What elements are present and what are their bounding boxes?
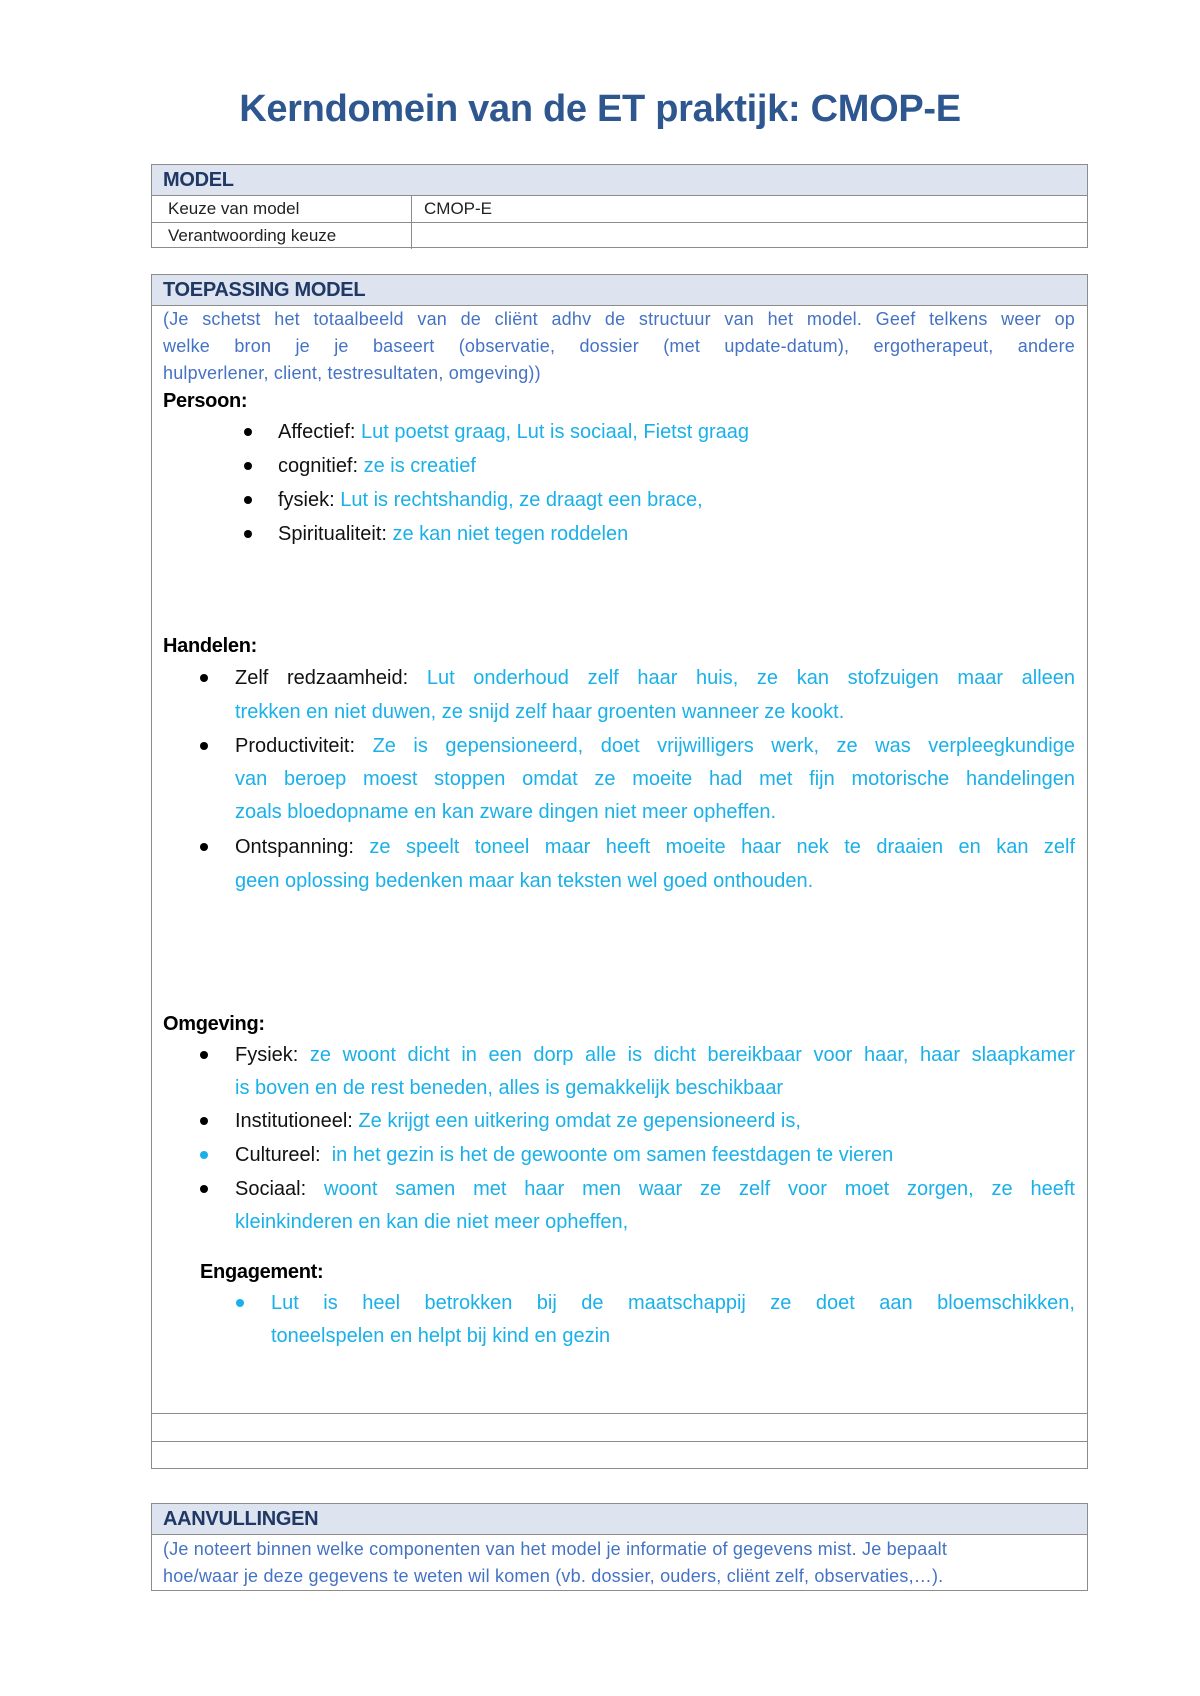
- instruction-line: hulpverlener, client, testresultaten, omgeving)): [163, 363, 541, 383]
- model-justification-value: [412, 223, 1087, 249]
- item-label: Spiritualiteit:: [278, 523, 387, 545]
- item-value: is boven en de rest beneden, alles is gemakkelijk beschikbaar: [235, 1077, 784, 1099]
- list-item: [278, 483, 703, 517]
- list-item: [278, 449, 476, 483]
- list-item: [235, 1172, 1075, 1206]
- list-item: [278, 517, 628, 551]
- instruction-line: hoe/waar je deze gegevens te weten wil komen (vb. dossier, ouders, cliënt zelf, observaties,…).: [163, 1566, 944, 1586]
- bullet-icon: [200, 1151, 208, 1159]
- bullet-icon: [236, 1299, 244, 1307]
- page-title: Kerndomein van de ET praktijk: CMOP-E: [239, 88, 961, 130]
- item-value: ze woont dicht in een dorp alle is dicht bereikbaar voor haar, haar slaapkamer: [309, 1044, 1075, 1066]
- item-value: kleinkinderen en kan die niet meer opheffen,: [235, 1211, 629, 1233]
- item-value: Lut onderhoud zelf haar huis, ze kan stofzuigen maar alleen: [426, 667, 1076, 689]
- item-value: Ze is gepensioneerd, doet vrijwilligers werk, ze was verpleegkundige: [372, 735, 1075, 757]
- item-label: Productiviteit:: [235, 735, 356, 757]
- list-item: [235, 1038, 1075, 1072]
- toepassing-table: [151, 274, 1088, 1469]
- toepassing-header: TOEPASSING MODEL: [152, 275, 1087, 306]
- instruction-line: (Je schetst het totaalbeeld van de cliënt adhv de structuur van het model. Geef telkens weer op: [163, 309, 1075, 329]
- list-item: [235, 1104, 801, 1138]
- list-item-continuation: [235, 1071, 783, 1105]
- aanvullingen-header: AANVULLINGEN: [152, 1504, 1087, 1535]
- bullet-icon: [200, 674, 208, 682]
- list-item: [235, 729, 1075, 763]
- instruction-line: welke bron je je baseert (observatie, dossier (met update-datum), ergotherapeut, andere: [163, 336, 1075, 356]
- model-justification-label: Verantwoording keuze: [152, 223, 412, 249]
- item-value: ze kan niet tegen roddelen: [386, 523, 629, 545]
- omgeving-heading: Omgeving:: [163, 1013, 265, 1035]
- item-value: zoals bloedopname en kan zware dingen niet meer opheffen.: [235, 801, 777, 823]
- item-label: Institutioneel:: [235, 1110, 353, 1132]
- item-value: ze speelt toneel maar heeft moeite haar nek te draaien en kan zelf: [369, 836, 1075, 858]
- list-item: [271, 1286, 1075, 1320]
- bullet-icon: [244, 462, 252, 470]
- item-value: ze is creatief: [358, 455, 476, 477]
- list-item: [235, 830, 1075, 864]
- item-value: Ze krijgt een uitkering omdat ze gepensioneerd is,: [358, 1110, 801, 1132]
- list-item-continuation: [235, 864, 813, 898]
- item-label: fysiek:: [278, 489, 335, 511]
- handelen-heading: Handelen:: [163, 635, 257, 657]
- item-label: Cultureel:: [235, 1144, 321, 1166]
- bullet-icon: [200, 1051, 208, 1059]
- model-header: MODEL: [152, 165, 1087, 196]
- item-label: Sociaal:: [235, 1178, 307, 1200]
- aanvullingen-table: [151, 1503, 1088, 1591]
- item-value: Lut is heel betrokken bij de maatschappij ze doet aan bloemschikken,: [271, 1292, 1075, 1314]
- bullet-icon: [200, 1185, 208, 1193]
- list-item-continuation: [235, 762, 1075, 796]
- item-value: Lut is rechtshandig, ze draagt een brace,: [334, 489, 703, 511]
- item-label: cognitief:: [278, 455, 359, 477]
- bullet-icon: [200, 1117, 208, 1125]
- model-choice-label: Keuze van model: [152, 196, 412, 222]
- item-value: toneelspelen en helpt bij kind en gezin: [271, 1325, 611, 1347]
- item-value: trekken en niet duwen, ze snijd zelf haar groenten wanneer ze kookt.: [235, 701, 845, 723]
- empty-row: [152, 1441, 1087, 1470]
- bullet-icon: [244, 428, 252, 436]
- item-label: Fysiek:: [235, 1044, 299, 1066]
- list-item: [235, 1138, 893, 1172]
- item-value: geen oplossing bedenken maar kan teksten wel goed onthouden.: [235, 870, 814, 892]
- table-row: [152, 223, 1087, 249]
- item-label: Affectief:: [278, 421, 356, 443]
- list-item-continuation: [235, 795, 776, 829]
- bullet-icon: [200, 742, 208, 750]
- item-label: Zelf redzaamheid:: [235, 667, 409, 689]
- engagement-heading: Engagement:: [200, 1261, 324, 1283]
- list-item: [235, 661, 1075, 695]
- list-item-continuation: [235, 1205, 628, 1239]
- item-label: Ontspanning:: [235, 836, 354, 858]
- empty-row: [152, 1413, 1087, 1442]
- bullet-icon: [244, 530, 252, 538]
- instruction-line: (Je noteert binnen welke componenten van het model je informatie of gegevens mist. Je bepaalt: [163, 1539, 948, 1559]
- model-table: [151, 164, 1088, 248]
- list-item: [278, 415, 749, 449]
- list-item-continuation: [235, 695, 844, 729]
- persoon-heading: Persoon:: [163, 390, 248, 412]
- model-choice-value: CMOP-E: [424, 199, 492, 218]
- table-row: [152, 196, 1087, 223]
- bullet-icon: [200, 843, 208, 851]
- item-value: Lut poetst graag, Lut is sociaal, Fietst graag: [355, 421, 750, 443]
- list-item-continuation: [271, 1319, 610, 1353]
- bullet-icon: [244, 496, 252, 504]
- item-value: woont samen met haar men waar ze zelf voor moet zorgen, ze heeft: [324, 1178, 1075, 1200]
- item-value: van beroep moest stoppen omdat ze moeite had met fijn motorische handelingen: [235, 768, 1075, 790]
- item-value: in het gezin is het de gewoonte om samen feestdagen te vieren: [331, 1144, 894, 1166]
